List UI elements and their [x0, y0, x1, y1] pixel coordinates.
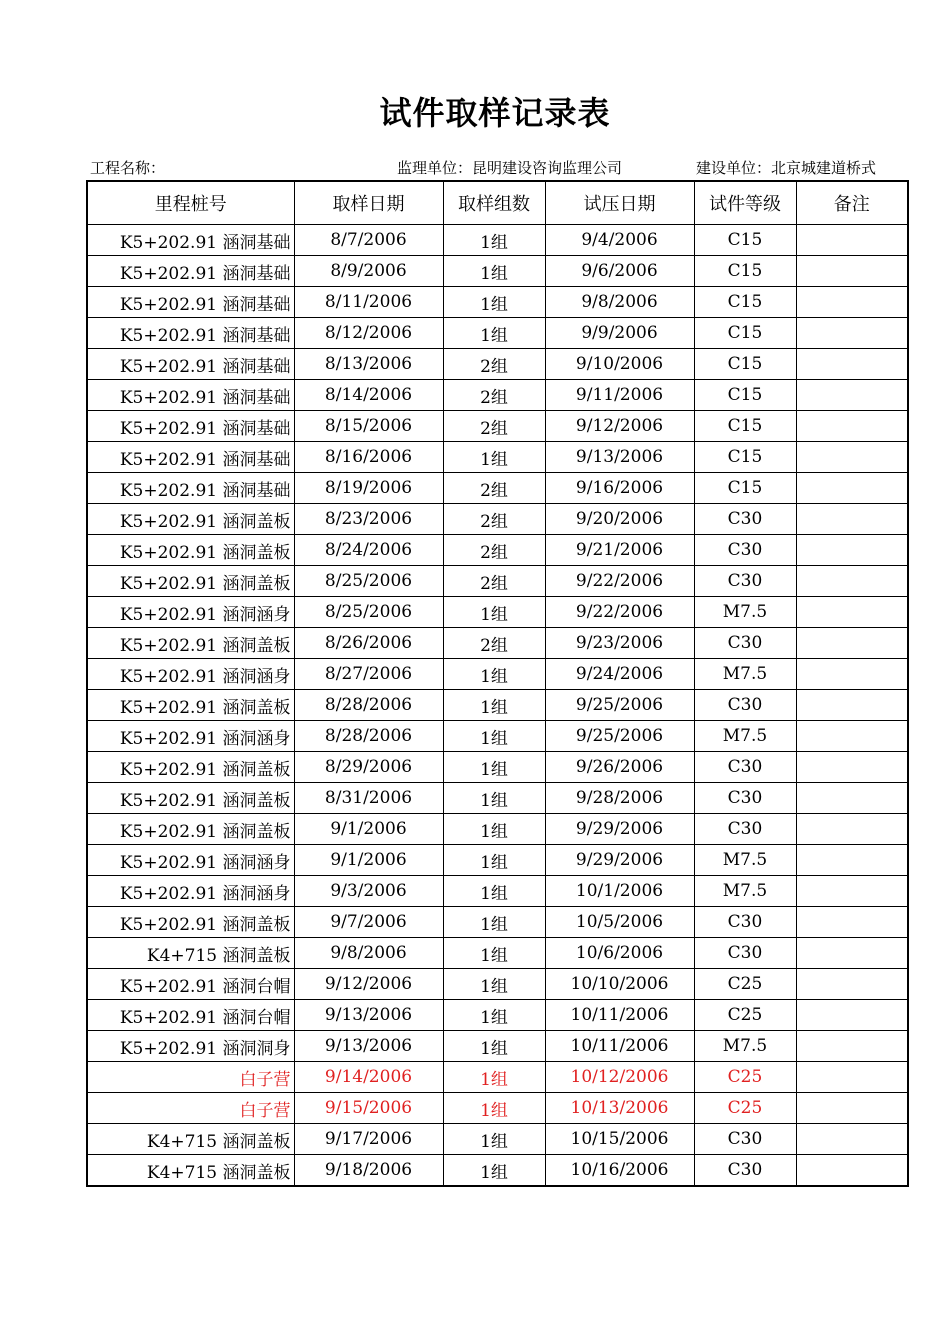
sample-date-cell: 9/13/2006 [294, 1031, 443, 1062]
test-date-cell: 10/11/2006 [545, 1000, 694, 1031]
note-cell [796, 566, 908, 597]
sample-date-cell: 9/7/2006 [294, 907, 443, 938]
grade-cell: C30 [694, 1124, 796, 1155]
grade-cell: C30 [694, 535, 796, 566]
location-cell: 白子营 [87, 1062, 294, 1093]
location-cell: K5+202.91 涵洞基础 [87, 256, 294, 287]
test-date-cell: 9/22/2006 [545, 566, 694, 597]
grade-cell: C15 [694, 256, 796, 287]
location-cell: 白子营 [87, 1093, 294, 1124]
group-count-cell: 2组 [443, 380, 545, 411]
table-row [87, 814, 908, 845]
location-cell: K5+202.91 涵洞盖板 [87, 504, 294, 535]
test-date-cell: 9/28/2006 [545, 783, 694, 814]
note-cell [796, 535, 908, 566]
test-date-cell: 9/9/2006 [545, 318, 694, 349]
sample-date-cell: 8/13/2006 [294, 349, 443, 380]
grade-cell: C15 [694, 287, 796, 318]
group-count-cell: 2组 [443, 349, 545, 380]
group-count-cell: 1组 [443, 721, 545, 752]
grade-cell: C30 [694, 938, 796, 969]
grade-cell: C25 [694, 1062, 796, 1093]
note-cell [796, 628, 908, 659]
note-cell [796, 225, 908, 256]
group-count-cell: 2组 [443, 535, 545, 566]
table-row [87, 411, 908, 442]
group-count-cell: 2组 [443, 628, 545, 659]
note-cell [796, 287, 908, 318]
test-date-cell: 9/22/2006 [545, 597, 694, 628]
note-cell [796, 907, 908, 938]
test-date-cell: 10/6/2006 [545, 938, 694, 969]
table-row [87, 969, 908, 1000]
test-date-cell: 9/12/2006 [545, 411, 694, 442]
note-cell [796, 1093, 908, 1124]
grade-cell: C15 [694, 349, 796, 380]
table-row [87, 473, 908, 504]
test-date-cell: 9/6/2006 [545, 256, 694, 287]
test-date-cell: 9/29/2006 [545, 814, 694, 845]
note-cell [796, 845, 908, 876]
sample-date-cell: 8/19/2006 [294, 473, 443, 504]
test-date-cell: 9/21/2006 [545, 535, 694, 566]
sample-date-cell: 8/26/2006 [294, 628, 443, 659]
sample-date-cell: 8/25/2006 [294, 597, 443, 628]
location-cell: K5+202.91 涵洞涵身 [87, 876, 294, 907]
location-cell: K5+202.91 涵洞涵身 [87, 721, 294, 752]
location-cell: K5+202.91 涵洞基础 [87, 411, 294, 442]
table-row [87, 1000, 908, 1031]
note-cell [796, 659, 908, 690]
sample-date-cell: 9/18/2006 [294, 1155, 443, 1187]
group-count-cell: 1组 [443, 907, 545, 938]
grade-cell: C30 [694, 1155, 796, 1187]
sample-date-cell: 8/23/2006 [294, 504, 443, 535]
test-date-cell: 9/23/2006 [545, 628, 694, 659]
sample-date-cell: 8/7/2006 [294, 225, 443, 256]
table-row [87, 938, 908, 969]
location-cell: K5+202.91 涵洞台帽 [87, 969, 294, 1000]
location-cell: K5+202.91 涵洞基础 [87, 442, 294, 473]
sample-date-cell: 8/28/2006 [294, 690, 443, 721]
group-count-cell: 2组 [443, 566, 545, 597]
table-row [87, 907, 908, 938]
group-count-cell: 2组 [443, 473, 545, 504]
grade-cell: M7.5 [694, 876, 796, 907]
group-count-cell: 1组 [443, 752, 545, 783]
grade-cell: M7.5 [694, 845, 796, 876]
note-cell [796, 597, 908, 628]
location-cell: K5+202.91 涵洞基础 [87, 318, 294, 349]
test-date-cell: 9/24/2006 [545, 659, 694, 690]
group-count-cell: 2组 [443, 411, 545, 442]
grade-cell: C25 [694, 1000, 796, 1031]
group-count-cell: 1组 [443, 597, 545, 628]
test-date-cell: 9/13/2006 [545, 442, 694, 473]
builder-unit: 建设单位：北京城建道桥式 [696, 159, 877, 177]
note-cell [796, 783, 908, 814]
sample-date-cell: 9/15/2006 [294, 1093, 443, 1124]
location-cell: K4+715 涵洞盖板 [87, 938, 294, 969]
table-row [87, 659, 908, 690]
sample-date-cell: 8/28/2006 [294, 721, 443, 752]
table-row [87, 225, 908, 256]
group-count-cell: 1组 [443, 876, 545, 907]
group-count-cell: 1组 [443, 287, 545, 318]
sample-date-cell: 9/8/2006 [294, 938, 443, 969]
group-count-cell: 1组 [443, 1155, 545, 1187]
grade-cell: M7.5 [694, 659, 796, 690]
header-sample-date: 取样日期 [294, 181, 443, 225]
note-cell [796, 876, 908, 907]
test-date-cell: 10/5/2006 [545, 907, 694, 938]
group-count-cell: 1组 [443, 845, 545, 876]
table-row [87, 752, 908, 783]
project-name-label: 工程名称： [90, 159, 166, 177]
test-date-cell: 10/11/2006 [545, 1031, 694, 1062]
note-cell [796, 411, 908, 442]
note-cell [796, 969, 908, 1000]
table-row [87, 721, 908, 752]
sample-date-cell: 9/12/2006 [294, 969, 443, 1000]
location-cell: K4+715 涵洞盖板 [87, 1155, 294, 1187]
grade-cell: C15 [694, 380, 796, 411]
header-note: 备注 [796, 181, 908, 225]
note-cell [796, 256, 908, 287]
sample-date-cell: 8/14/2006 [294, 380, 443, 411]
note-cell [796, 1155, 908, 1187]
test-date-cell: 9/8/2006 [545, 287, 694, 318]
sample-date-cell: 8/25/2006 [294, 566, 443, 597]
table-row [87, 783, 908, 814]
test-date-cell: 10/10/2006 [545, 969, 694, 1000]
table-row [87, 349, 908, 380]
table-row [87, 1124, 908, 1155]
location-cell: K5+202.91 涵洞基础 [87, 287, 294, 318]
location-cell: K5+202.91 涵洞盖板 [87, 752, 294, 783]
location-cell: K5+202.91 涵洞台帽 [87, 1000, 294, 1031]
group-count-cell: 1组 [443, 659, 545, 690]
table-row [87, 535, 908, 566]
note-cell [796, 504, 908, 535]
sample-record-table [86, 180, 909, 1187]
test-date-cell: 10/12/2006 [545, 1062, 694, 1093]
test-date-cell: 9/25/2006 [545, 721, 694, 752]
location-cell: K5+202.91 涵洞基础 [87, 349, 294, 380]
test-date-cell: 10/13/2006 [545, 1093, 694, 1124]
grade-cell: C30 [694, 690, 796, 721]
test-date-cell: 9/29/2006 [545, 845, 694, 876]
table-row [87, 628, 908, 659]
test-date-cell: 9/16/2006 [545, 473, 694, 504]
sample-date-cell: 8/9/2006 [294, 256, 443, 287]
group-count-cell: 1组 [443, 938, 545, 969]
header-test-date: 试压日期 [545, 181, 694, 225]
sample-date-cell: 9/13/2006 [294, 1000, 443, 1031]
table-row [87, 1093, 908, 1124]
sample-date-cell: 9/14/2006 [294, 1062, 443, 1093]
test-date-cell: 9/20/2006 [545, 504, 694, 535]
note-cell [796, 1000, 908, 1031]
location-cell: K5+202.91 涵洞基础 [87, 473, 294, 504]
test-date-cell: 10/1/2006 [545, 876, 694, 907]
group-count-cell: 1组 [443, 969, 545, 1000]
test-date-cell: 9/10/2006 [545, 349, 694, 380]
note-cell [796, 380, 908, 411]
page-title: 试件取样记录表 [379, 94, 611, 132]
location-cell: K5+202.91 涵洞盖板 [87, 535, 294, 566]
note-cell [796, 752, 908, 783]
grade-cell: C15 [694, 473, 796, 504]
note-cell [796, 1124, 908, 1155]
location-cell: K5+202.91 涵洞盖板 [87, 783, 294, 814]
table-row [87, 504, 908, 535]
test-date-cell: 10/15/2006 [545, 1124, 694, 1155]
sample-date-cell: 8/29/2006 [294, 752, 443, 783]
grade-cell: C15 [694, 442, 796, 473]
location-cell: K5+202.91 涵洞盖板 [87, 566, 294, 597]
group-count-cell: 1组 [443, 1093, 545, 1124]
location-cell: K5+202.91 涵洞盖板 [87, 814, 294, 845]
table-row [87, 566, 908, 597]
sample-date-cell: 8/12/2006 [294, 318, 443, 349]
test-date-cell: 9/25/2006 [545, 690, 694, 721]
table-row [87, 1155, 908, 1187]
note-cell [796, 1031, 908, 1062]
location-cell: K5+202.91 涵洞基础 [87, 380, 294, 411]
grade-cell: M7.5 [694, 1031, 796, 1062]
grade-cell: C30 [694, 752, 796, 783]
sample-date-cell: 8/11/2006 [294, 287, 443, 318]
sample-date-cell: 8/27/2006 [294, 659, 443, 690]
location-cell: K5+202.91 涵洞盖板 [87, 690, 294, 721]
table-row [87, 318, 908, 349]
note-cell [796, 318, 908, 349]
group-count-cell: 1组 [443, 1000, 545, 1031]
group-count-cell: 1组 [443, 783, 545, 814]
grade-cell: C25 [694, 1093, 796, 1124]
test-date-cell: 9/11/2006 [545, 380, 694, 411]
table-row [87, 1062, 908, 1093]
header-group-count: 取样组数 [443, 181, 545, 225]
grade-cell: C25 [694, 969, 796, 1000]
sample-date-cell: 9/3/2006 [294, 876, 443, 907]
grade-cell: C30 [694, 814, 796, 845]
supervisor-unit: 监理单位：昆明建设咨询监理公司 [397, 159, 623, 177]
table-row [87, 876, 908, 907]
table-row [87, 597, 908, 628]
note-cell [796, 721, 908, 752]
sample-date-cell: 8/31/2006 [294, 783, 443, 814]
note-cell [796, 442, 908, 473]
table-header-row [87, 181, 908, 225]
sample-date-cell: 9/1/2006 [294, 814, 443, 845]
location-cell: K5+202.91 涵洞盖板 [87, 628, 294, 659]
group-count-cell: 1组 [443, 442, 545, 473]
table-row [87, 690, 908, 721]
header-grade: 试件等级 [694, 181, 796, 225]
group-count-cell: 1组 [443, 1062, 545, 1093]
grade-cell: M7.5 [694, 721, 796, 752]
table-row [87, 287, 908, 318]
header-location: 里程桩号 [87, 181, 294, 225]
location-cell: K5+202.91 涵洞基础 [87, 225, 294, 256]
sample-date-cell: 9/17/2006 [294, 1124, 443, 1155]
group-count-cell: 1组 [443, 318, 545, 349]
table-row [87, 442, 908, 473]
table-row [87, 256, 908, 287]
group-count-cell: 1组 [443, 690, 545, 721]
location-cell: K5+202.91 涵洞涵身 [87, 845, 294, 876]
grade-cell: C15 [694, 225, 796, 256]
group-count-cell: 1组 [443, 256, 545, 287]
test-date-cell: 9/4/2006 [545, 225, 694, 256]
table-row [87, 380, 908, 411]
note-cell [796, 938, 908, 969]
table-row [87, 1031, 908, 1062]
grade-cell: C30 [694, 783, 796, 814]
location-cell: K5+202.91 涵洞涵身 [87, 597, 294, 628]
group-count-cell: 1组 [443, 814, 545, 845]
table-row [87, 845, 908, 876]
sample-date-cell: 8/16/2006 [294, 442, 443, 473]
grade-cell: C30 [694, 566, 796, 597]
test-date-cell: 9/26/2006 [545, 752, 694, 783]
note-cell [796, 814, 908, 845]
group-count-cell: 1组 [443, 1124, 545, 1155]
sample-date-cell: 8/15/2006 [294, 411, 443, 442]
note-cell [796, 349, 908, 380]
note-cell [796, 1062, 908, 1093]
group-count-cell: 1组 [443, 1031, 545, 1062]
grade-cell: M7.5 [694, 597, 796, 628]
test-date-cell: 10/16/2006 [545, 1155, 694, 1187]
group-count-cell: 2组 [443, 504, 545, 535]
grade-cell: C15 [694, 411, 796, 442]
location-cell: K5+202.91 涵洞涵身 [87, 659, 294, 690]
note-cell [796, 690, 908, 721]
location-cell: K4+715 涵洞盖板 [87, 1124, 294, 1155]
location-cell: K5+202.91 涵洞洞身 [87, 1031, 294, 1062]
sample-date-cell: 8/24/2006 [294, 535, 443, 566]
location-cell: K5+202.91 涵洞盖板 [87, 907, 294, 938]
grade-cell: C30 [694, 504, 796, 535]
group-count-cell: 1组 [443, 225, 545, 256]
grade-cell: C30 [694, 907, 796, 938]
sample-date-cell: 9/1/2006 [294, 845, 443, 876]
note-cell [796, 473, 908, 504]
grade-cell: C30 [694, 628, 796, 659]
grade-cell: C15 [694, 318, 796, 349]
